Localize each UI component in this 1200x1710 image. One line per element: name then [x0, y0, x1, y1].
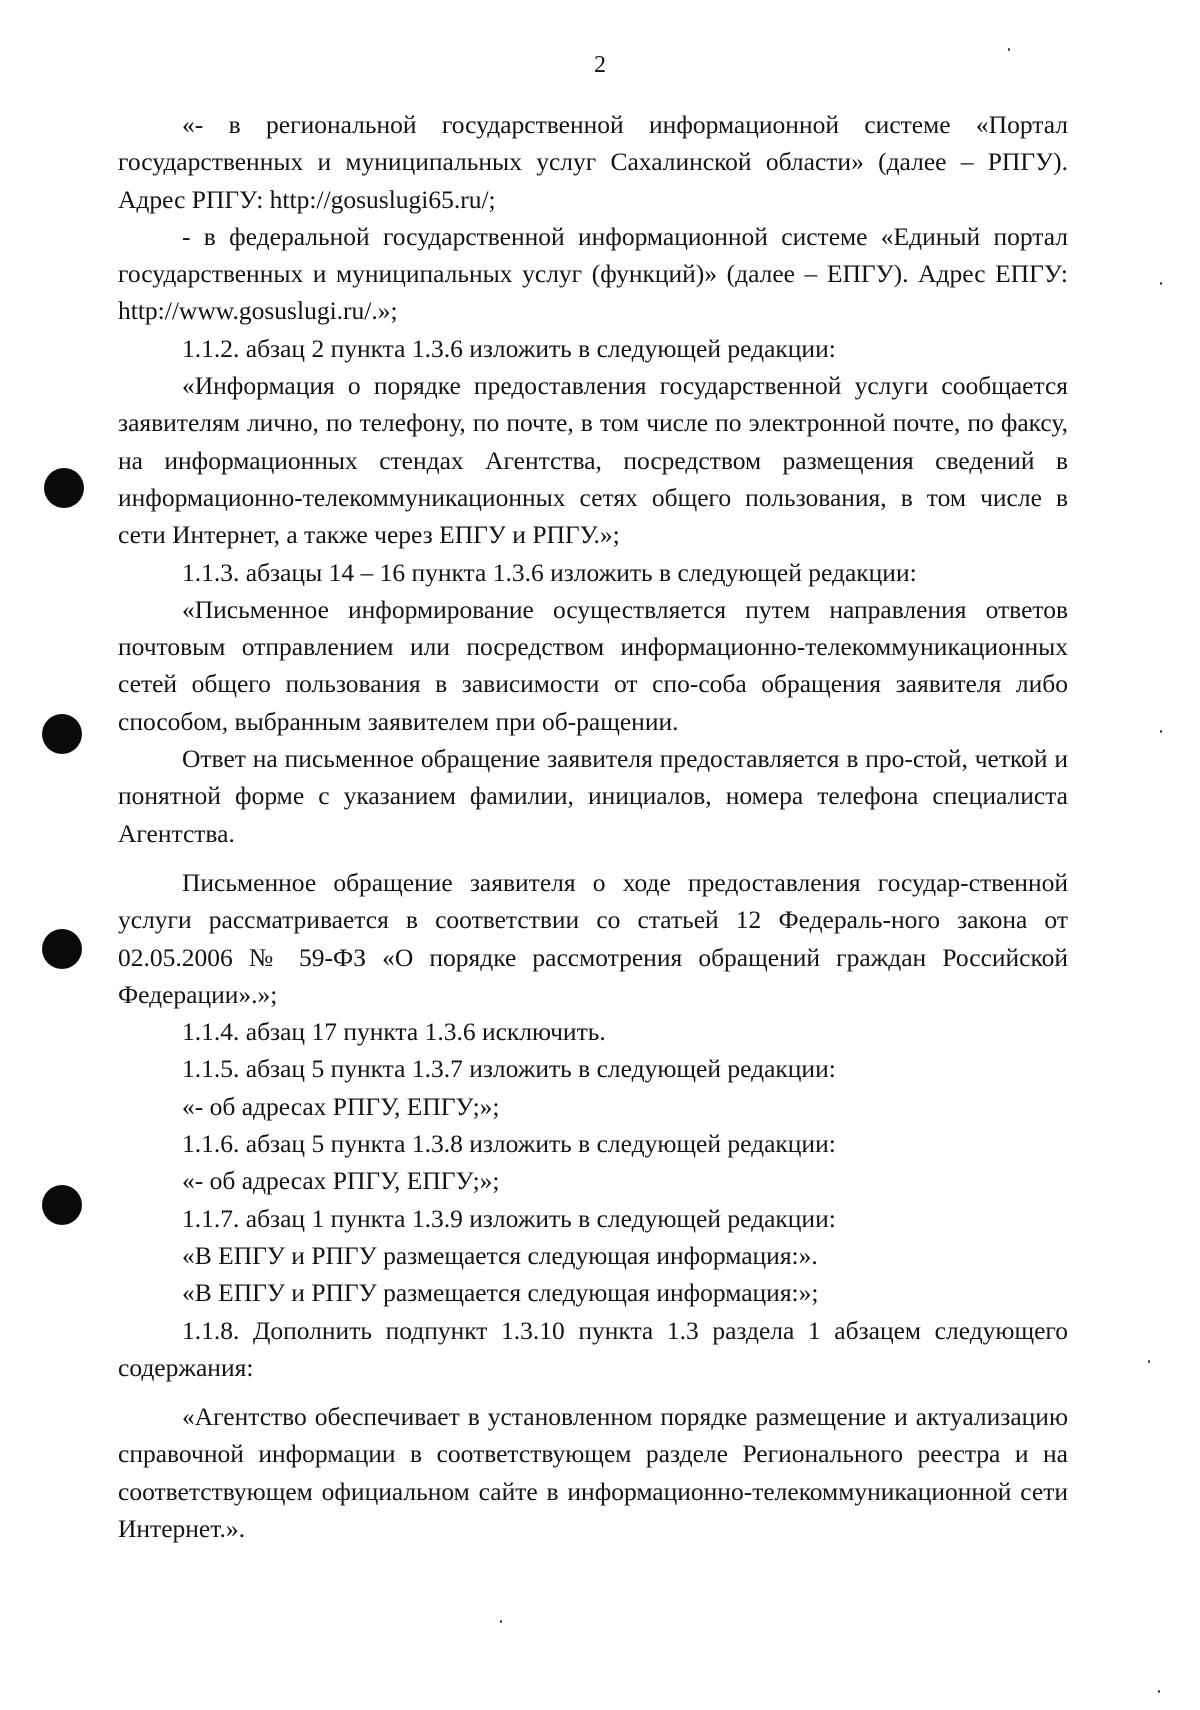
page-number: 2 — [594, 52, 606, 78]
paragraph: Ответ на письменное обращение заявителя предоставляется в про-стой, четкой и понятной форме с указанием фамилии, инициалов, номера телефона специалиста Агентства. — [118, 744, 1068, 848]
paragraph: «- об адресах РПГУ, ЕПГУ;»; — [182, 1091, 500, 1121]
paragraph: «В ЕПГУ и РПГУ размещается следующая информация:»; — [182, 1278, 819, 1308]
paragraph: 1.1.3. абзацы 14 – 16 пункта 1.3.6 изложить в следующей редакции: — [182, 557, 917, 587]
scan-speck — [1008, 48, 1010, 51]
paragraph: «Информация о порядке предоставления государственной услуги сообщается заявителям лично, по телефону, по почте, в том числе по электронной почте, по факсу, на информационных стендах Агентства, посредством размещения сведений в информационно-телекоммуникационных сетях общего пользования, в том числе в сети Интернет, а также через ЕПГУ и РПГУ.»; — [118, 371, 1068, 550]
paragraph: «- в региональной государственной информационной системе «Портал государственных и муниципальных услуг Сахалинской области» (далее – РПГУ). Адрес РПГУ: http://gosuslugi65.ru/; — [118, 110, 1068, 214]
scan-speck — [1160, 282, 1162, 285]
paragraph: Письменное обращение заявителя о ходе предоставления государ-ственной услуги рассматривается в соответствии со статьей 12 Федераль-ного закона от 02.05.2006 № 59-ФЗ «О порядке рассмотрения обращений граждан Российской Федерации».»; — [118, 867, 1068, 1009]
punch-hole-mark — [42, 714, 82, 754]
paragraph: 1.1.4. абзац 17 пункта 1.3.6 исключить. — [182, 1017, 606, 1047]
paragraph: 1.1.7. абзац 1 пункта 1.3.9 изложить в следующей редакции: — [182, 1203, 836, 1233]
paragraph: 1.1.2. абзац 2 пункта 1.3.6 изложить в следующей редакции: — [182, 333, 836, 363]
punch-hole-mark — [42, 929, 82, 969]
scan-speck — [1158, 1690, 1160, 1693]
paragraph: - в федеральной государственной информационной системе «Единый портал государственных и муниципальных услуг (функций)» (далее – ЕПГУ). Адрес ЕПГУ: http://www.gosuslugi.ru/.»; — [118, 221, 1068, 326]
punch-hole-mark — [44, 468, 84, 508]
paragraph: «В ЕПГУ и РПГУ размещается следующая информация:». — [182, 1240, 818, 1270]
paragraph: «Письменное информирование осуществляется путем направления ответов почтовым отправлением или посредством информационно-телекоммуникационных сетей общего пользования в зависимости от спо-соба обращения заявителя либо способом, выбранным заявителем при об-ращении. — [118, 594, 1068, 736]
scan-speck — [1160, 730, 1162, 733]
paragraph: 1.1.5. абзац 5 пункта 1.3.7 изложить в следующей редакции: — [182, 1054, 836, 1084]
scan-speck — [1148, 1360, 1150, 1363]
paragraph: «- об адресах РПГУ, ЕПГУ;»; — [182, 1166, 500, 1196]
scan-speck — [500, 1620, 502, 1623]
paragraph: «Агентство обеспечивает в установленном порядке размещение и актуализацию справочной информации в соответствующем разделе Регионального реестра и на соответствующем официальном сайте в информационно-телекоммуникационной сети Интернет.». — [118, 1402, 1068, 1543]
punch-hole-mark — [42, 1185, 82, 1225]
paragraph: 1.1.8. Дополнить подпункт 1.3.10 пункта 1.3 раздела 1 абзацем следующего содержания: — [118, 1315, 1068, 1382]
document-body — [118, 106, 1068, 1547]
paragraph: 1.1.6. абзац 5 пункта 1.3.8 изложить в следующей редакции: — [182, 1129, 836, 1159]
